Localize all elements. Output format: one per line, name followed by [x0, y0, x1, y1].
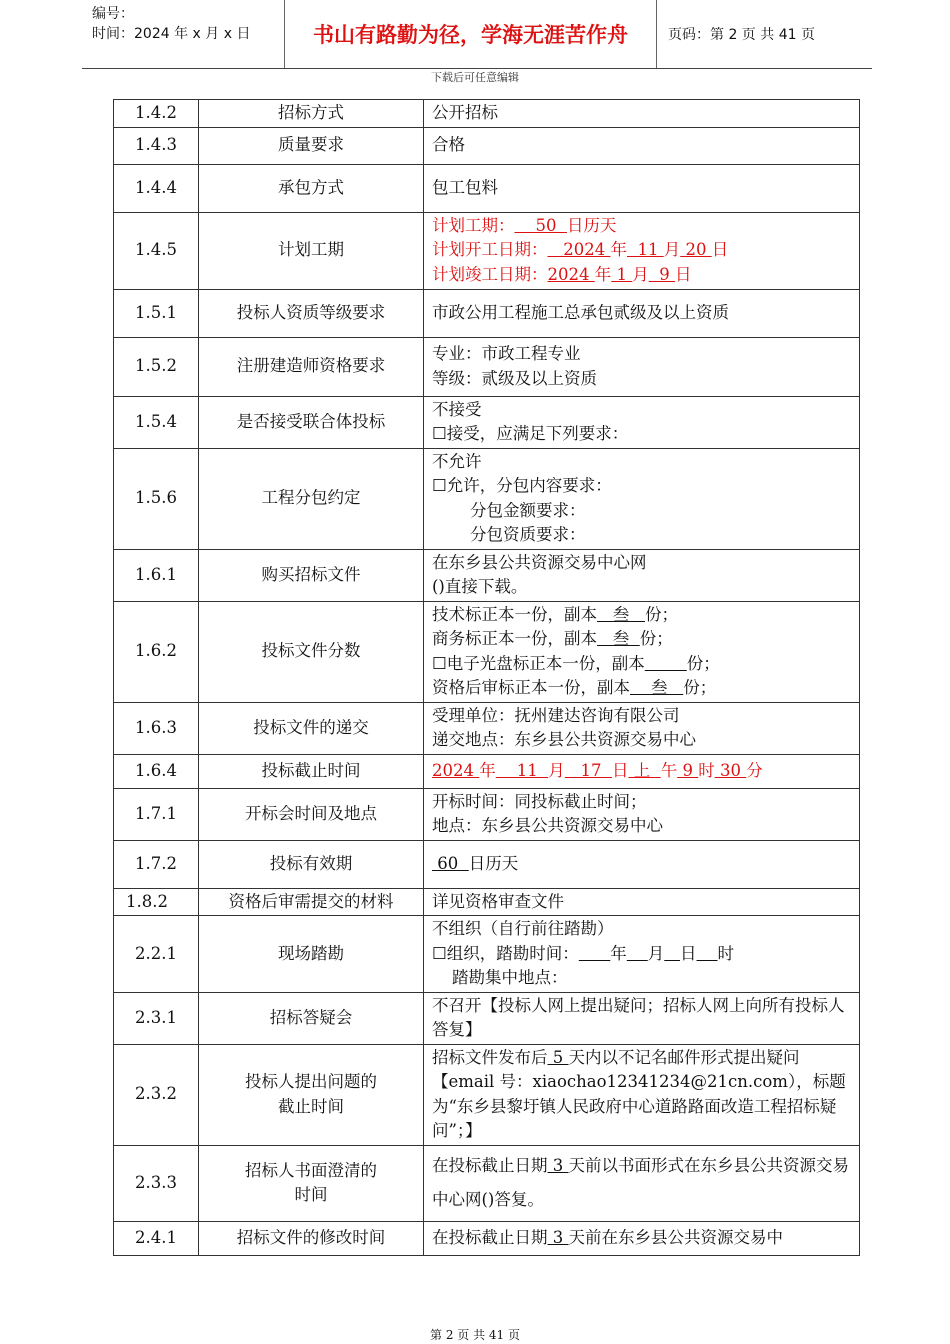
table-row: [114, 840, 860, 888]
clause-value: 在投标截止日期 3 天前在东乡县公共资源交易中: [424, 1221, 860, 1255]
table-row: [114, 992, 860, 1044]
clause-number: 1.4.5: [114, 212, 199, 289]
clause-value: 市政公用工程施工总承包贰级及以上资质: [424, 289, 860, 337]
clause-value: 合格: [424, 127, 860, 164]
clause-value: 在投标截止日期 3 天前以书面形式在东乡县公共资源交易中心网()答复。: [424, 1145, 860, 1221]
header-divider: [656, 0, 657, 68]
clause-value: 不允许 ☐允许，分包内容要求： 分包金额要求： 分包资质要求：: [424, 448, 860, 549]
table-row: [114, 448, 860, 549]
clause-number: 2.2.1: [114, 916, 199, 993]
clause-number: 1.6.1: [114, 549, 199, 601]
clause-value: 受理单位：抚州建达咨询有限公司 递交地点：东乡县公共资源交易中心: [424, 702, 860, 754]
clause-item: 投标文件分数: [199, 601, 424, 702]
clause-item: 质量要求: [199, 127, 424, 164]
editable-note: 下载后可任意编辑: [431, 71, 519, 84]
header-motto: 书山有路勤为径，学海无涯苦作舟: [313, 22, 628, 47]
page-footer: 第 2 页 共 41 页: [430, 1328, 520, 1342]
clause-number: 1.5.2: [114, 337, 199, 396]
clause-number: 1.6.3: [114, 702, 199, 754]
clause-item: 投标文件的递交: [199, 702, 424, 754]
clause-item: 招标方式: [199, 100, 424, 128]
clause-value: 开标时间：同投标截止时间； 地点：东乡县公共资源交易中心: [424, 788, 860, 840]
clause-value: 在东乡县公共资源交易中心网 ()直接下载。: [424, 549, 860, 601]
clause-number: 1.7.1: [114, 788, 199, 840]
table-row: [114, 100, 860, 128]
clause-value: 专业：市政工程专业 等级：贰级及以上资质: [424, 337, 860, 396]
document-number-label: 编号：: [92, 6, 134, 22]
clause-value: 2024 年 11 月 17 日 上 午 9 时 30 分: [424, 754, 860, 788]
clause-number: 1.4.3: [114, 127, 199, 164]
clause-number: 1.5.6: [114, 448, 199, 549]
clause-item: 购买招标文件: [199, 549, 424, 601]
table-row: [114, 601, 860, 702]
clause-number: 2.3.2: [114, 1044, 199, 1145]
clause-item: 投标有效期: [199, 840, 424, 888]
clause-item: 资格后审需提交的材料: [199, 888, 424, 916]
clause-number: 1.4.4: [114, 164, 199, 212]
clause-number: 2.4.1: [114, 1221, 199, 1255]
clause-item: 是否接受联合体投标: [199, 396, 424, 448]
clause-item: 招标人书面澄清的 时间: [199, 1145, 424, 1221]
header-meta: [92, 4, 250, 44]
clause-item: 承包方式: [199, 164, 424, 212]
table-row: [114, 1145, 860, 1221]
table-row: [114, 1044, 860, 1145]
clause-number: 1.4.2: [114, 100, 199, 128]
table-row: [114, 212, 860, 289]
table-row: [114, 127, 860, 164]
table-row: [114, 396, 860, 448]
clause-item: 开标会时间及地点: [199, 788, 424, 840]
table-row: [114, 289, 860, 337]
table-row: [114, 788, 860, 840]
clause-item: 招标答疑会: [199, 992, 424, 1044]
table-row: [114, 549, 860, 601]
table-row: [114, 754, 860, 788]
clause-number: 1.6.2: [114, 601, 199, 702]
clause-item: 投标人提出问题的 截止时间: [199, 1044, 424, 1145]
clause-item: 投标截止时间: [199, 754, 424, 788]
clause-value: 不接受 ☐接受，应满足下列要求：: [424, 396, 860, 448]
table-row: [114, 888, 860, 916]
page-header: [82, 0, 872, 69]
clause-value: 技术标正本一份，副本 叁 份； 商务标正本一份，副本 叁 份； ☐电子光盘标正本一份，副本 份； 资格后审标正本一份，副本 叁 份；: [424, 601, 860, 702]
clause-number: 2.3.3: [114, 1145, 199, 1221]
clause-number: 1.8.2: [114, 888, 199, 916]
clause-value: 公开招标: [424, 100, 860, 128]
clause-item: 工程分包约定: [199, 448, 424, 549]
clause-item: 注册建造师资格要求: [199, 337, 424, 396]
document-date: 时间：2024 年 x 月 x 日: [92, 26, 251, 42]
clause-item: 投标人资质等级要求: [199, 289, 424, 337]
clause-value: 不召开【投标人网上提出疑问；招标人网上向所有投标人答复】: [424, 992, 860, 1044]
clause-value: 60 日历天: [424, 840, 860, 888]
bidding-info-table: [113, 99, 860, 1256]
table-row: [114, 702, 860, 754]
clause-number: 1.5.4: [114, 396, 199, 448]
clause-number: 1.7.2: [114, 840, 199, 888]
table-row: [114, 1221, 860, 1255]
clause-value: 不组织（自行前往踏勘） ☐组织，踏勘时间： 年 月 日 时 踏勘集中地点：: [424, 916, 860, 993]
table-row: [114, 337, 860, 396]
clause-item: 现场踏勘: [199, 916, 424, 993]
clause-number: 2.3.1: [114, 992, 199, 1044]
clause-number: 1.6.4: [114, 754, 199, 788]
table-row: [114, 164, 860, 212]
clause-value: 招标文件发布后 5 天内以不记名邮件形式提出疑问【email 号：xiaochao12341234@21cn.com），标题为“东乡县黎圩镇人民政府中心道路路面改造工程招标疑问”；】: [424, 1044, 860, 1145]
clause-item: 计划工期: [199, 212, 424, 289]
clause-number: 1.5.1: [114, 289, 199, 337]
clause-value: 计划工期： 50 日历天 计划开工日期： 2024 年 11 月 20 日 计划竣工日期：2024 年 1 月 9 日: [424, 212, 860, 289]
table-row: [114, 916, 860, 993]
clause-value: 详见资格审查文件: [424, 888, 860, 916]
header-page-info: 页码：第 2 页 共 41 页: [668, 27, 815, 43]
clause-value: 包工包料: [424, 164, 860, 212]
clause-item: 招标文件的修改时间: [199, 1221, 424, 1255]
